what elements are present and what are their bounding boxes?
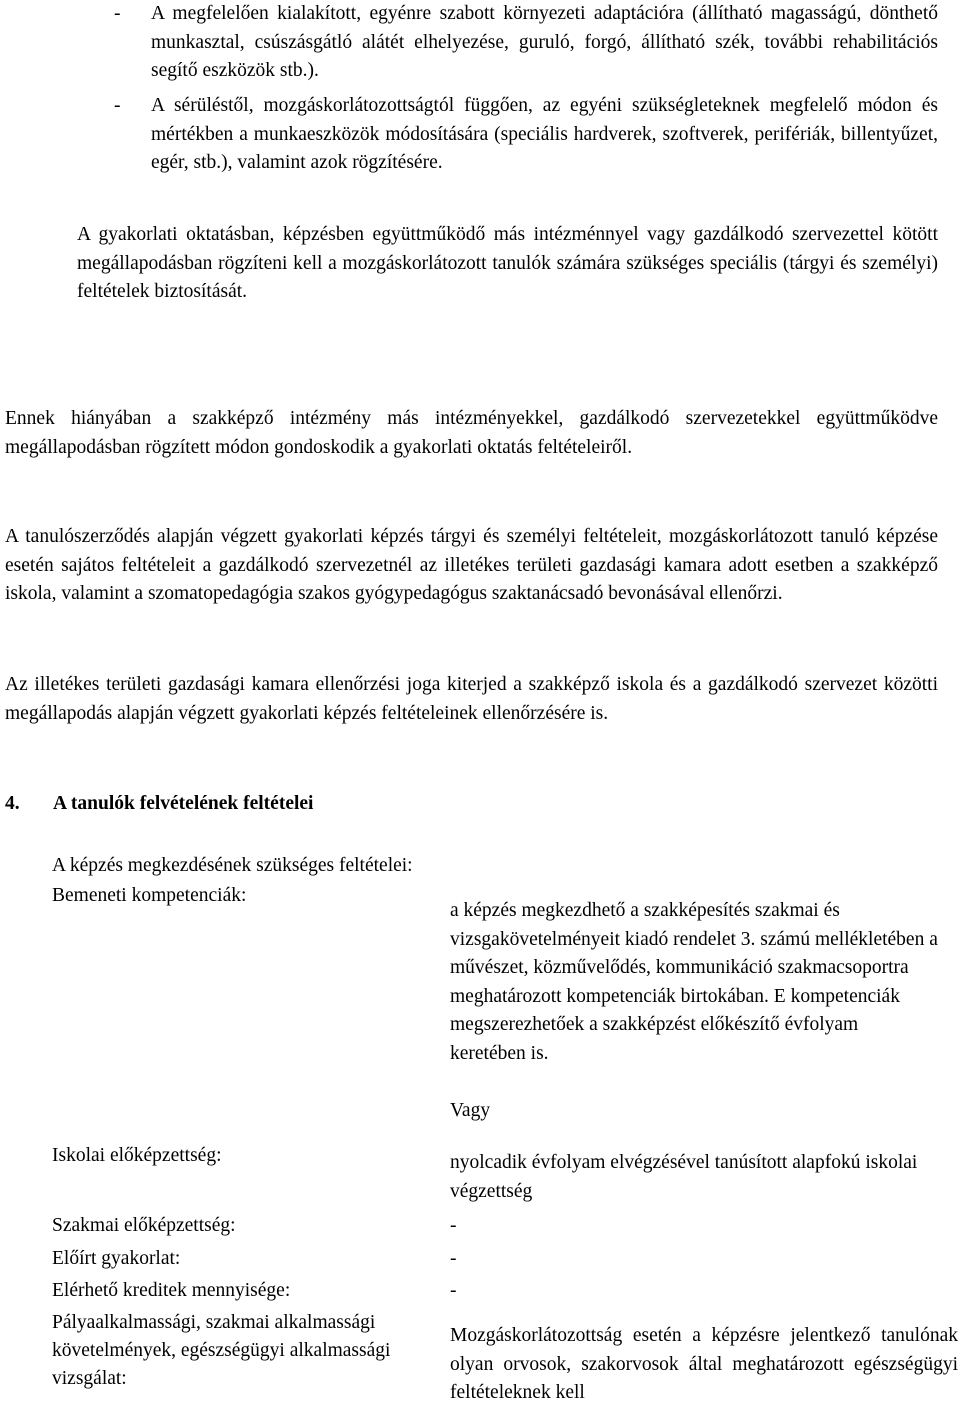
bullet-dash: - bbox=[114, 3, 121, 24]
aptitude-value: Mozgáskorlátozottság esetén a képzésre jelentkező tanulónak olyan orvosok, szakorvosok által meghatározott egészségügyi feltételeknek kell bbox=[450, 1325, 958, 1403]
credits-value: - bbox=[450, 1280, 457, 1301]
input-competencies-value: a képzés megkezdhető a szakképesítés szakmai és vizsgakövetelményeit kiadó rendelet 3. számú mellékletében a művészet, közművelődés, kommunikáció szakmacsoportra meghatározott kompetenciák birtokában. E kompetenciák megszerezhetőek a szakképzést előkészítő évfolyam keretében is. bbox=[450, 900, 938, 1064]
section-intro: A képzés megkezdésének szükséges feltételei: bbox=[52, 855, 413, 876]
prof-prequal-value: - bbox=[450, 1215, 457, 1236]
aptitude-label: Pályaalkalmassági, szakmai alkalmassági követelmények, egészségügyi alkalmassági vizsgálat: bbox=[52, 1312, 391, 1389]
practice-label: Előírt gyakorlat: bbox=[52, 1248, 181, 1269]
input-competencies-or: Vagy bbox=[450, 1100, 491, 1121]
section-title: A tanulók felvételének feltételei bbox=[53, 793, 314, 814]
paragraph-chamber-control: Az illetékes területi gazdasági kamara ellenőrzési joga kiterjed a szakképző iskola és a gazdálkodó szervezet közötti megállapodás alapján végzett gyakorlati képzés feltételeinek ellenőrzésére is. bbox=[5, 674, 938, 724]
bullet-dash: - bbox=[114, 95, 121, 116]
prof-prequal-label: Szakmai előképzettség: bbox=[52, 1215, 236, 1236]
paragraph-lack-of-agreement: Ennek hiányában a szakképző intézmény más intézményekkel, gazdálkodó szervezetekkel együttműködve megállapodásban rögzített módon gondoskodik a gyakorlati oktatás feltételeiről. bbox=[5, 408, 938, 458]
credits-label: Elérhető kreditek mennyisége: bbox=[52, 1280, 291, 1301]
bullet-text: A megfelelően kialakított, egyénre szabott környezeti adaptációra (állítható magasságú, dönthető munkasztal, csúszásgátló alátét elhelyezése, guruló, forgó, állítható szék, további rehabilitációs segítő eszközök stb.). bbox=[151, 3, 938, 81]
practice-value: - bbox=[450, 1248, 457, 1269]
school-prequal-label: Iskolai előképzettség: bbox=[52, 1145, 222, 1166]
section-number: 4. bbox=[5, 793, 20, 814]
bullet-text: A sérüléstől, mozgáskorlátozottságtól függően, az egyéni szükségleteknek megfelelő módon és mértékben a munkaeszközök módosítására (speciális hardverek, szoftverek, perifériák, billentyűzet, egér, stb.), valamint azok rögzítésére. bbox=[151, 95, 938, 173]
paragraph-practical-agreement: A gyakorlati oktatásban, képzésben együttműködő más intézménnyel vagy gazdálkodó szervezettel kötött megállapodásban rögzíteni kell a mozgáskorlátozott tanulók számára szükséges speciális (tárgyi és személyi) feltételek biztosítását. bbox=[77, 224, 938, 302]
school-prequal-value: nyolcadik évfolyam elvégzésével tanúsított alapfokú iskolai végzettség bbox=[450, 1152, 918, 1202]
input-competencies-label: Bemeneti kompetenciák: bbox=[52, 885, 247, 906]
paragraph-apprenticeship: A tanulószerződés alapján végzett gyakorlati képzés tárgyi és személyi feltételeit, mozgáskorlátozott tanuló képzése esetén sajátos feltételeit a gazdálkodó szervezetnél az illetékes területi gazdasági kamara adott esetben a szakképző iskola, valamint a szomatopedagógia szakos gyógypedagógus szaktanácsadó bevonásával ellenőrzi. bbox=[5, 526, 938, 604]
